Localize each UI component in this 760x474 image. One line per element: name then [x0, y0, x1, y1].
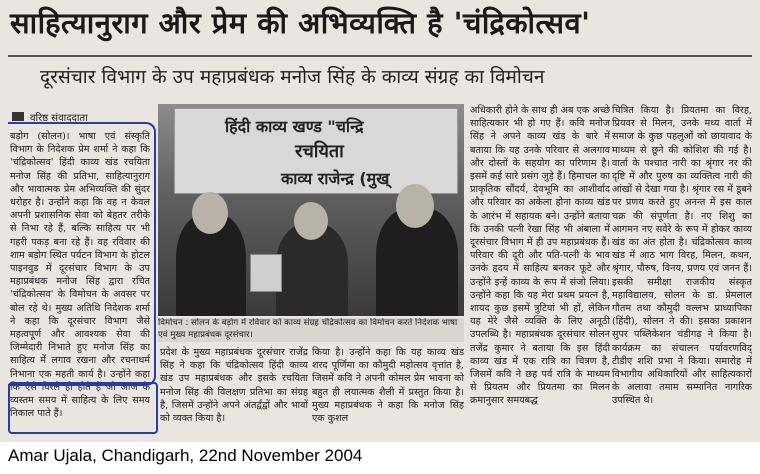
headline-rule — [8, 55, 752, 57]
subheadline: दूरसंचार विभाग के उप महाप्रबंधक मनोज सिंह के काव्य संग्रह का विमोचन — [40, 66, 545, 88]
headline: साहित्यानुराग और प्रेम की अभिव्यक्ति है 'चंद्रिकोत्सव' — [10, 6, 591, 40]
banner-line-4-text: राजेन्द्र — [317, 169, 354, 188]
article-lower-right — [312, 346, 464, 436]
source-caption: Amar Ujala, Chandigarh, 22nd November 2004 — [8, 446, 363, 465]
banner-line-3-text: काव्य — [281, 169, 313, 188]
blue-highlight-box — [8, 382, 158, 434]
article-column-2 — [470, 104, 610, 434]
byline: वरिष्ठ संवाददाता — [30, 113, 88, 124]
blue-highlight-bracket — [8, 122, 156, 386]
book-in-hands — [250, 254, 282, 292]
event-photo — [158, 104, 464, 316]
article-column-3 — [612, 104, 752, 434]
column-1-text: बड़ोग (सोलन)। भाषा एवं संस्कृति विभाग के निदेशक प्रेम शर्मा ने कहा कि 'चंद्रिकोत्सव' हिंदी काव्य खंड रचयिता मनोज सिंह की प्रतिभा, साहित्यानुराग और भावात्मक प्रेम अभिव्यक्ति की सुंदर धरोहर है। उन्होंने कहा कि वह न केवल अपनी प्रशासनिक सेवा को बेहतर तरीके से निभा रहे हैं, बल्कि साहित्य पर भी गहरी पकड़ बना रहे हैं। वह रविवार की शाम बड़ोग स्थित पर्यटन विभाग के होटल पाइनवुड में दूरसंचार विभाग के उप महाप्रबंधक मनोज सिंह द्वारा रचित 'चंद्रिकोत्सव' के विमोचन के अवसर पर बोल रहे थे। मुख्य अतिथि निदेशक शर्मा ने कहा कि दूरसंचार विभाग जैसे महत्वपूर्ण और आवश्यक सेवा की जिम्मेदारी निभाते हुए मनोज सिंह का साहित्य में लगाव रखना और रचनाधर्म निभाना एक महती कार्य है। उन्होंने कहा कि ऐसे विरले ही होते हैं जो आज के व्यस्तम समय में साहित्य के लिए समय निकाल पाते हैं। — [10, 131, 150, 420]
person-center-face — [294, 202, 328, 240]
banner-line-5-text: (मुख् — [359, 169, 390, 188]
banner-line-1: हिंदी काव्य खण्ड "चन्द्रि — [225, 117, 364, 136]
lower-right-text: किया है। उन्होंने कहा कि यह काव्य खंड शरद पूर्णिमा का कौमुदी महोत्सव वृत्तांत है, जिसमें कवि ने अपनी कोमल प्रेम भावना को बहुत ही लयात्मक शैली में प्रस्तुत किया है। मुख्य महाप्रबंधक ने कहा कि मनोज सिंह एक कुशल — [312, 347, 464, 425]
banner-line-2-text: रचयिता — [295, 141, 344, 162]
article-lower-left — [160, 346, 308, 436]
photo-banner — [174, 108, 458, 194]
banner-line-2 — [295, 139, 344, 163]
photo-caption: विमोचन : सोलन के बड़ोग में रविवार को काव्य संग्रह चंद्रिकोत्सव का विमोचन करते निदेशक भाषा एवं मुख्य महाप्रबंधक दूरसंचार। — [158, 318, 464, 342]
person-right-face — [396, 184, 434, 228]
column-2-text: अधिकारी होने के साथ ही अब एक अच्छे साहित्यकार भी हो गए हैं। कवि मनोज सिंह ने अपने काव्य खंड के बारे में बताया कि यह उनके परिवार से अलगाव और दोस्तों के सहयोग का परिणाम है। इसमें कई सारे प्रसंग जुड़े हैं। हिमाचल का प्राकृतिक सौंदर्य, देवभूमि का आशीर्वाद और परिवार का अकेला होना काव्य खंड के आरंभ में सहायक बने। उन्होंने बताया कि उनकी पत्नी रेखा सिंह भी अंबाला में दूरसंचार विभाग में ही उप महाप्रबंधक हैं। परिवार की दूरी और पति-पत्नी के भाव उनके हृदय में साहित्य बनकर फूटे और उन्होंने इन्हें काव्य के रूप में संजो लिया। उन्होंने कहा कि यह मेरा प्रथम प्रयत्न है, शायद कुछ इसमें त्रुटियां भी हों, लेकिन यह मेरे जैसे व्यक्ति के लिए अनूठी उपलब्धि है। महाप्रबंधक दूरसंचार सोलन तजेंद्र कुमार ने बताया कि इस हिंदी काव्य खंड में एक रात्रि का चित्रण है, जिसमें कवि ने छह पर्व रात्रि के माध्यम से प्रियतम और प्रियतमा का मिलन क्रमानुसार समयबद्ध — [470, 105, 610, 407]
person-left-face — [192, 192, 228, 234]
byline-icon — [12, 112, 24, 121]
lower-left-text: प्रदेश के मुख्य महाप्रबंधक दूरसंचार राजेंद्र सिंह ने कहा कि चंद्रिकोत्सव हिंदी काव्य खंड उप महाप्रबंधक और इसके रचयिता मनोज सिंह की विलक्षण प्रतिभा का संग्रह है, जिसमें उन्होंने अपने अंतर्द्वंद्वों और भावों को व्यक्त किया है। — [160, 347, 308, 425]
banner-line-3 — [281, 167, 389, 189]
column-3-text: चित्रित किया है। प्रियतमा का विरह, प्रियवर से मिलन, उनके मध्य वार्ता में समाज के कुछ पहलुओं को छायावाद के माध्यम से छूने की कोशिश की गई है। वार्ता के पश्चात नारी का श्रृंगार नर की दृष्टि में और पुरुष का व्यक्तित्व नारी की आंखों से देखा गया है। श्रृंगार रस में डूबने पर प्रणय करते हुए अनन्त में इस काल चक्र की संपूर्णता है। नए शिशु का आगमन नए सवेरे के रूप में होकर काव्य खंड का अंत होता है। चंद्रिकोत्सव काव्य खंड में आठ भाग विरह, मिलन, कथन, श्रृंगार, पौरुष, विनय, प्रणय एवं जनन हैं। इसकी समीक्षा राजकीय संस्कृत महाविद्यालय, सोलन के डा. प्रेमलाल गौतम तथा कौमुदी वल्लभ प्राध्यापिका (हिंदी), सोलन ने की। इसका प्रकाशन सुपर पब्लिकेशन चंडीगढ़ ने किया है। कार्यक्रम का संचालन पर्यावरणविद् टीडीए शशि प्रभा ने किया। समारोह में विभागीय अधिकारियों और साहित्यकारों के अलावा तमाम सम्मानित नागरिक उपस्थित थे। — [612, 105, 752, 407]
